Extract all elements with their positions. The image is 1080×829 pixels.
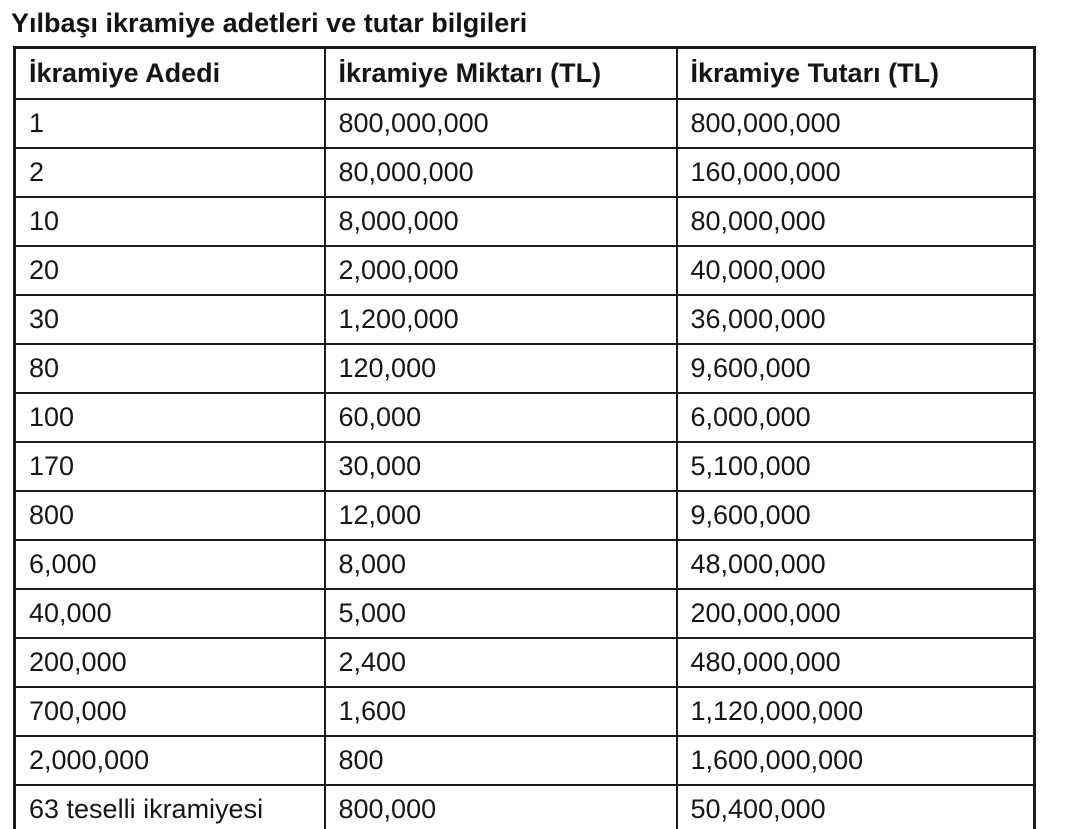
table-cell: 60,000 (325, 393, 677, 442)
table-cell: 2,000,000 (325, 246, 677, 295)
table-row (15, 638, 1035, 687)
table-header-row (15, 48, 1035, 100)
column-header-prize-amount: İkramiye Miktarı (TL) (325, 48, 677, 100)
table-cell: 200,000,000 (677, 589, 1035, 638)
table-cell: 80 (15, 344, 325, 393)
table-cell: 200,000 (15, 638, 325, 687)
column-header-prize-count: İkramiye Adedi (15, 48, 325, 100)
table-cell: 2,400 (325, 638, 677, 687)
table-cell: 700,000 (15, 687, 325, 736)
table-row (15, 295, 1035, 344)
table-cell: 170 (15, 442, 325, 491)
table-row (15, 442, 1035, 491)
table-row (15, 540, 1035, 589)
table-cell: 1,600,000,000 (677, 736, 1035, 785)
table-cell: 800 (325, 736, 677, 785)
table-cell: 800,000,000 (325, 99, 677, 148)
table-row (15, 491, 1035, 540)
table-row (15, 589, 1035, 638)
table-cell: 8,000 (325, 540, 677, 589)
table-cell: 800 (15, 491, 325, 540)
table-row (15, 687, 1035, 736)
table-row (15, 197, 1035, 246)
table-cell: 20 (15, 246, 325, 295)
table-cell: 1,120,000,000 (677, 687, 1035, 736)
table-row (15, 344, 1035, 393)
table-cell: 30 (15, 295, 325, 344)
table-row (15, 785, 1035, 829)
table-cell: 120,000 (325, 344, 677, 393)
table-cell: 800,000 (325, 785, 677, 829)
table-cell: 2,000,000 (15, 736, 325, 785)
table-cell: 80,000,000 (325, 148, 677, 197)
table-cell: 2 (15, 148, 325, 197)
table-cell: 48,000,000 (677, 540, 1035, 589)
table-header (15, 48, 1035, 100)
page-title: Yılbaşı ikramiye adetleri ve tutar bilgileri (11, 8, 528, 38)
table-cell: 6,000,000 (677, 393, 1035, 442)
table-cell: 50,400,000 (677, 785, 1035, 829)
table-body (15, 99, 1035, 829)
table-row (15, 736, 1035, 785)
table-cell: 1 (15, 99, 325, 148)
table-cell: 800,000,000 (677, 99, 1035, 148)
table-cell: 100 (15, 393, 325, 442)
table-cell: 30,000 (325, 442, 677, 491)
table-cell: 80,000,000 (677, 197, 1035, 246)
table-cell: 40,000 (15, 589, 325, 638)
table-cell: 9,600,000 (677, 344, 1035, 393)
table-cell: 480,000,000 (677, 638, 1035, 687)
prize-table (13, 46, 1036, 829)
table-cell: 36,000,000 (677, 295, 1035, 344)
table-cell: 12,000 (325, 491, 677, 540)
table-cell: 63 teselli ikramiyesi (15, 785, 325, 829)
table-cell: 1,600 (325, 687, 677, 736)
table-row (15, 148, 1035, 197)
column-header-prize-total: İkramiye Tutarı (TL) (677, 48, 1035, 100)
table-cell: 9,600,000 (677, 491, 1035, 540)
table-row (15, 393, 1035, 442)
table-cell: 40,000,000 (677, 246, 1035, 295)
table-cell: 5,100,000 (677, 442, 1035, 491)
table-row (15, 99, 1035, 148)
table-cell: 160,000,000 (677, 148, 1035, 197)
table-cell: 6,000 (15, 540, 325, 589)
table-cell: 5,000 (325, 589, 677, 638)
table-cell: 1,200,000 (325, 295, 677, 344)
table-cell: 8,000,000 (325, 197, 677, 246)
table-cell: 10 (15, 197, 325, 246)
table-row (15, 246, 1035, 295)
